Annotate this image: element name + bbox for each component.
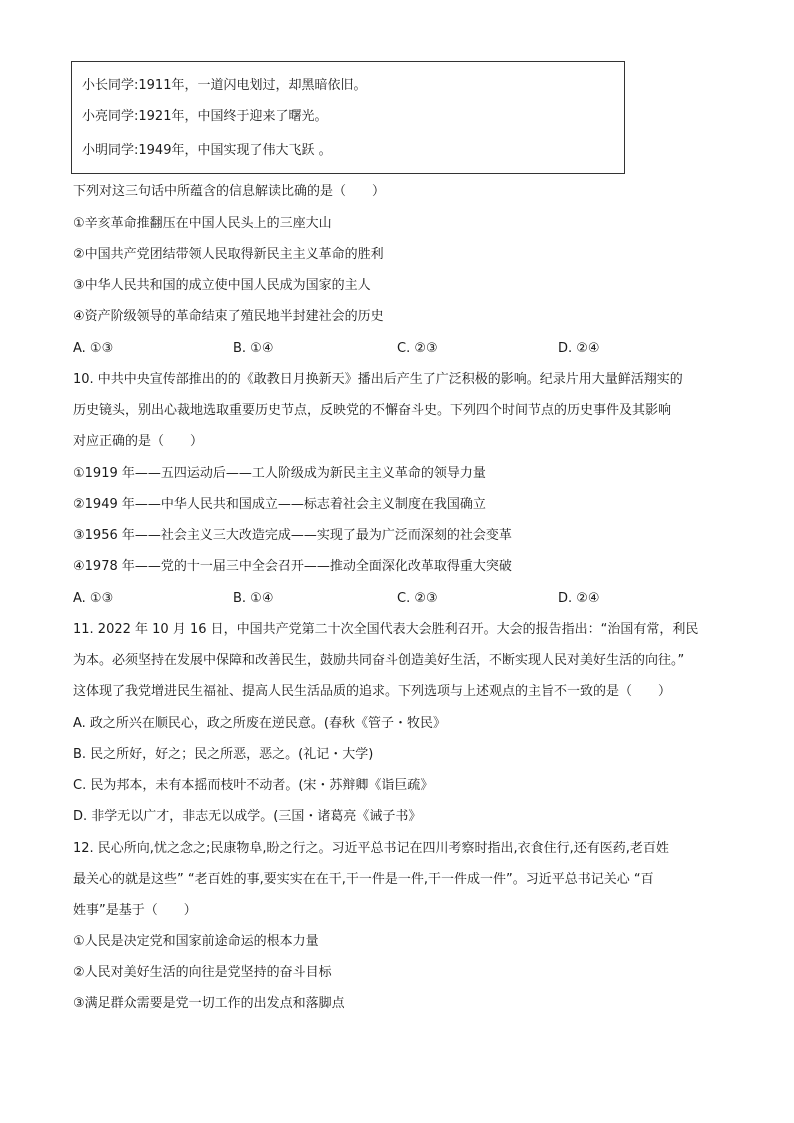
option-c[interactable]: C. ②③ xyxy=(397,591,438,606)
q9-item: ①辛亥革命推翻压在中国人民头上的三座大山 xyxy=(73,216,332,231)
q11-choice-a[interactable]: A. 政之所兴在顺民心，政之所废在逆民意。(春秋《管子・牧民》 xyxy=(73,716,447,731)
q12-item: ①人民是决定党和国家前途命运的根本力量 xyxy=(73,934,319,949)
q9-item: ③中华人民共和国的成立使中国人民成为国家的主人 xyxy=(73,278,371,293)
q9-stem: 下列对这三句话中所蕴含的信息解读比确的是（ ） xyxy=(73,184,386,199)
q12-stem-line: 12. 民心所向,忧之念之;民康物阜,盼之行之。习近平总书记在四川考察时指出,衣食住行,还有医药,老百姓 xyxy=(73,841,669,856)
q12-item: ③满足群众需要是党一切工作的出发点和落脚点 xyxy=(73,996,345,1011)
q10-item: ③1956 年——社会主义三大改造完成——实现了最为广泛而深刻的社会变革 xyxy=(73,528,512,543)
q11-stem-line: 这体现了我党增进民生福祉、提高人民生活品质的追求。下列选项与上述观点的主旨不一致的是（ ） xyxy=(73,684,672,699)
q11-stem-line: 11. 2022 年 10 月 16 日，中国共产党第二十次全国代表大会胜利召开。大会的报告指出：“治国有常，利民 xyxy=(73,622,699,637)
q9-item: ④资产阶级领导的革命结束了殖民地半封建社会的历史 xyxy=(73,309,384,324)
q10-options xyxy=(73,590,713,608)
option-d[interactable]: D. ②④ xyxy=(558,341,600,356)
q11-choice-d[interactable]: D. 非学无以广才，非志无以成学。(三国・诸葛亮《诫子书》 xyxy=(73,809,422,824)
q10-stem-line: 历史镜头，别出心裁地选取重要历史节点，反映党的不懈奋斗史。下列四个时间节点的历史事件及其影响 xyxy=(73,403,672,418)
q10-stem-line: 10. 中共中央宣传部推出的的《敢教日月换新天》播出后产生了广泛积极的影响。纪录片用大量鲜活翔实的 xyxy=(73,372,683,387)
option-c[interactable]: C. ②③ xyxy=(397,341,438,356)
q9-item: ②中国共产党团结带领人民取得新民主主义革命的胜利 xyxy=(73,247,384,262)
quote-line: 小长同学:1911年，一道闪电划过，却黑暗依旧。 xyxy=(82,78,367,93)
q10-item: ①1919 年——五四运动后——工人阶级成为新民主主义革命的领导力量 xyxy=(73,466,486,481)
option-a[interactable]: A. ①③ xyxy=(73,341,114,356)
quote-line: 小亮同学:1921年，中国终于迎来了曙光。 xyxy=(82,109,328,124)
quote-line: 小明同学:1949年，中国实现了伟大飞跃 。 xyxy=(82,143,332,158)
q12-stem-line: 姓事”是基于（ ） xyxy=(73,903,197,918)
option-a[interactable]: A. ①③ xyxy=(73,591,114,606)
q11-choice-b[interactable]: B. 民之所好，好之；民之所恶，恶之。(礼记・大学) xyxy=(73,747,374,762)
option-b[interactable]: B. ①④ xyxy=(233,341,274,356)
q12-stem-line: 最关心的就是这些” “老百姓的事,要实实在在干,干一件是一件,干一件成一件”。习近平总书记关心 “百 xyxy=(73,872,654,887)
quote-box xyxy=(71,61,625,174)
q9-options xyxy=(73,340,713,358)
option-d[interactable]: D. ②④ xyxy=(558,591,600,606)
q10-stem-line: 对应正确的是（ ） xyxy=(73,434,204,449)
q11-choice-c[interactable]: C. 民为邦本，未有本摇而枝叶不动者。(宋・苏辩卿《诣巨疏》 xyxy=(73,778,434,793)
q10-item: ④1978 年——党的十一届三中全会召开——推动全面深化改革取得重大突破 xyxy=(73,559,512,574)
q12-item: ②人民对美好生活的向往是党坚持的奋斗目标 xyxy=(73,965,332,980)
q10-item: ②1949 年——中华人民共和国成立——标志着社会主义制度在我国确立 xyxy=(73,497,486,512)
q11-stem-line: 为本。必须坚持在发展中保障和改善民生，鼓励共同奋斗创造美好生活，不断实现人民对美好生活的向往。” xyxy=(73,653,685,668)
option-b[interactable]: B. ①④ xyxy=(233,591,274,606)
